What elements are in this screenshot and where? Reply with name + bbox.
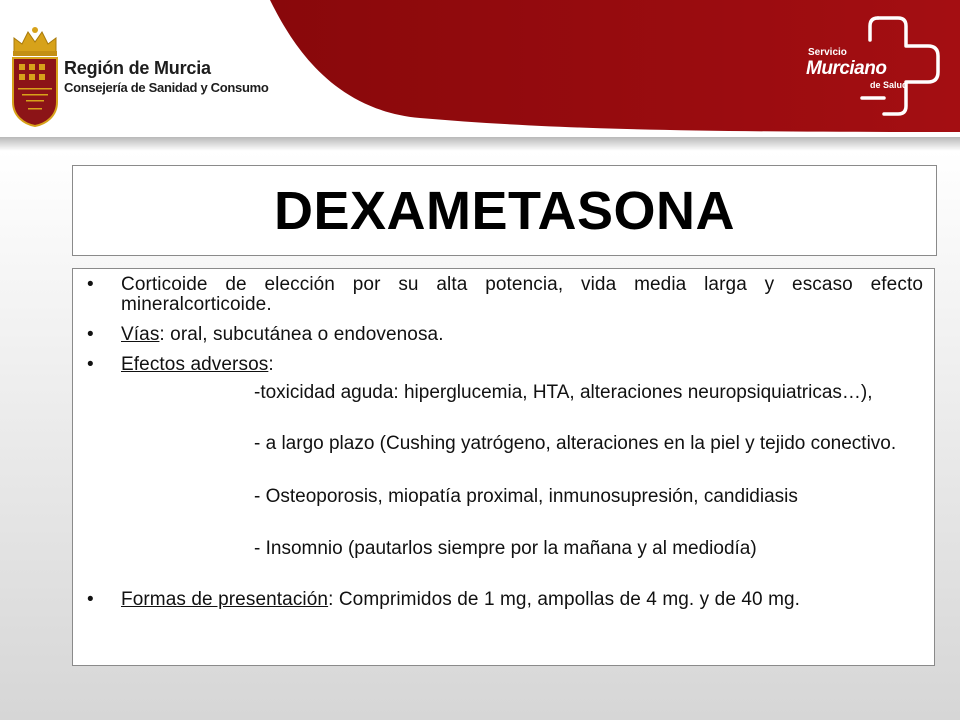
sub-item-osteoporosis: - Osteoporosis, miopatía proximal, inmunosupresión, candidiasis <box>254 486 798 507</box>
list-item-corticoide <box>87 274 923 315</box>
bullet-glyph: • <box>87 274 94 295</box>
slide-header <box>0 0 960 137</box>
list-item-efectos <box>87 354 923 375</box>
content-box <box>72 268 935 666</box>
bullet-glyph: • <box>87 324 94 345</box>
list-item-formas <box>87 589 923 610</box>
list-item-vias <box>87 324 923 345</box>
header-shadow <box>0 137 960 151</box>
sms-murciano-label: Murciano <box>806 58 887 79</box>
region-name: Región de Murcia <box>64 58 211 78</box>
item-text: : Comprimidos de 1 mg, ampollas de 4 mg. y de 40 mg. <box>328 589 801 610</box>
title-box <box>72 165 937 256</box>
sms-de-salud-label: de Salud <box>870 80 908 90</box>
region-department: Consejería de Sanidad y Consumo <box>64 80 269 95</box>
sms-servicio-label: Servicio <box>808 47 847 58</box>
slide-title: DEXAMETASONA <box>273 180 736 241</box>
sub-item-toxicidad: -toxicidad aguda: hiperglucemia, HTA, alteraciones neuropsiquiatricas…), <box>254 382 873 403</box>
item-label-vias: Vías <box>121 324 160 345</box>
item-label-efectos: Efectos adversos <box>121 354 269 375</box>
item-text: : <box>268 354 274 375</box>
item-label-formas: Formas de presentación <box>121 589 329 610</box>
bullet-glyph: • <box>87 354 94 375</box>
sub-item-largo-plazo: - a largo plazo (Cushing yatrógeno, alteraciones en la piel y tejido conectivo. <box>254 433 897 454</box>
sub-item-insomnio: - Insomnio (pautarlos siempre por la mañana y al mediodía) <box>254 538 757 559</box>
item-text: : oral, subcutánea o endovenosa. <box>159 324 444 345</box>
region-crest-icon <box>8 24 62 128</box>
item-text: Corticoide de elección por su alta potencia, vida media larga y escaso efecto mineralcorticoide. <box>121 274 923 315</box>
bullet-glyph: • <box>87 589 94 610</box>
